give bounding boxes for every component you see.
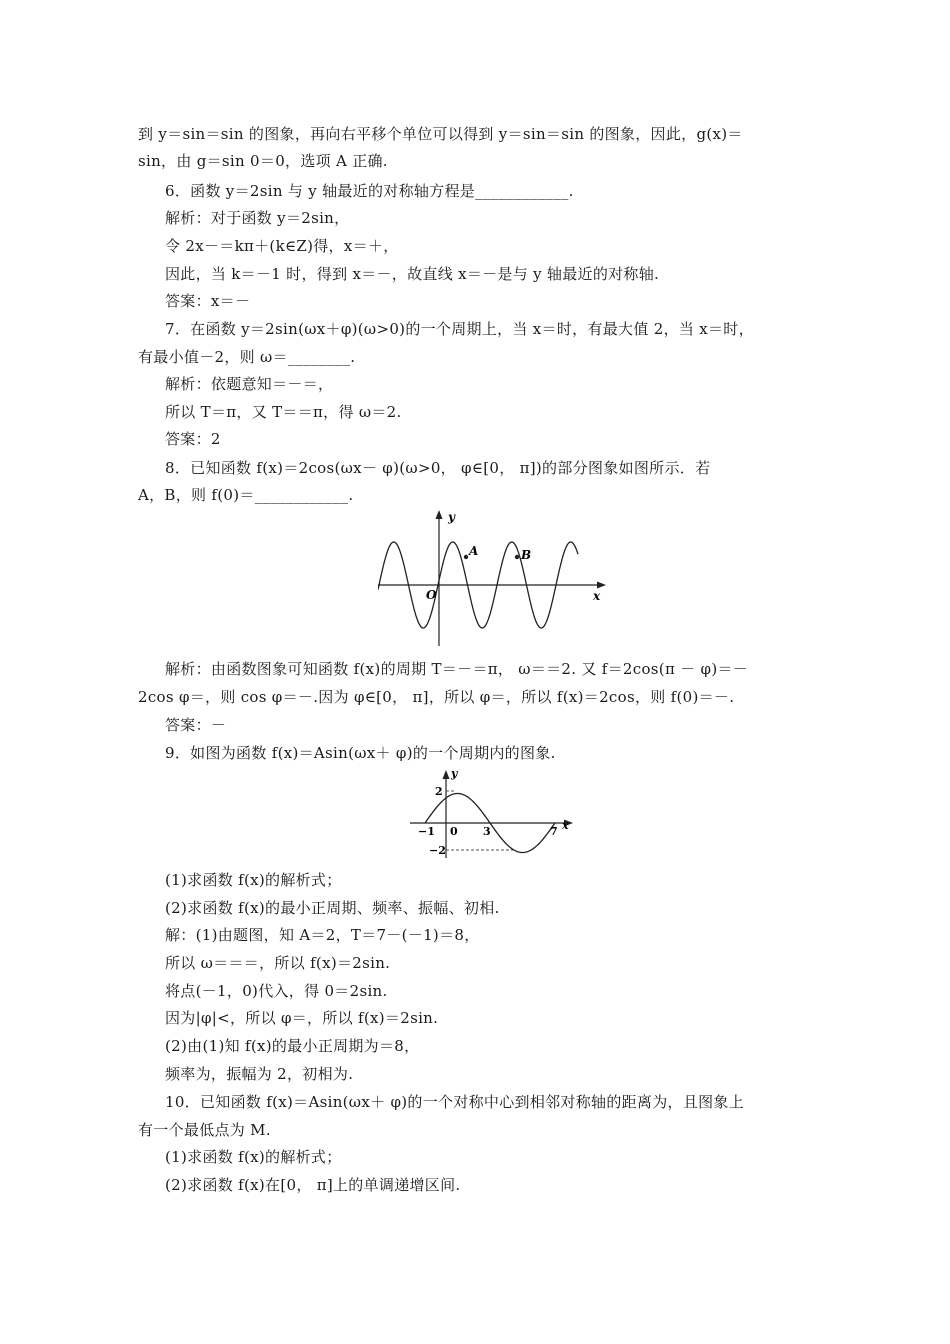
text-line: (1)求函数 f(x)的解析式；: [165, 871, 342, 889]
question-9: 9．如图为函数 f(x)＝Asin(ωx＋ φ)的一个周期内的图象.: [165, 744, 556, 762]
point-b-label: B: [521, 548, 532, 562]
tick-label-2: 2: [435, 785, 443, 798]
y-axis-label: y: [451, 767, 458, 780]
text-line: 将点(－1，0)代入，得 0＝2sin.: [165, 982, 388, 1000]
question-10: 10．已知函数 f(x)＝Asin(ωx＋ φ)的一个对称中心到相邻对称轴的距离为，且图象上: [165, 1093, 745, 1111]
text-line: 有最小值－2，则 ω＝________.: [138, 348, 356, 366]
point-b: [515, 555, 519, 559]
text-line: (2)求函数 f(x)在[0， π]上的单调递增区间.: [165, 1176, 461, 1194]
point-a-label: A: [469, 544, 479, 558]
tick-label-neg2: −2: [429, 844, 446, 857]
tick-label-7: 7: [550, 825, 558, 838]
text-line: 频率为，振幅为 2，初相为.: [165, 1065, 354, 1083]
text-line: 所以 T＝π，又 T＝＝π，得 ω＝2.: [165, 403, 402, 421]
answer-7: 答案：2: [165, 430, 221, 448]
solution-9: 解：(1)由题图，知 A＝2，T＝7－(－1)＝8，: [165, 926, 480, 944]
tick-label-neg1: −1: [418, 825, 435, 838]
text-line: A，B，则 f(0)＝____________.: [138, 486, 354, 504]
text-line: 2cos φ＝，则 cos φ＝－.因为 φ∈[0， π]，所以 φ＝，所以 f(x)＝2cos，则 f(0)＝－.: [138, 688, 735, 706]
tick-label-0: 0: [450, 825, 458, 838]
text-line: 解析：对于函数 y＝2sin，: [165, 209, 350, 227]
answer-8: 答案：－: [165, 716, 227, 734]
text-line: 解析：依题意知＝－＝，: [165, 375, 334, 393]
y-axis-label: y: [448, 510, 455, 524]
text-line: (2)由(1)知 f(x)的最小正周期为＝8，: [165, 1037, 420, 1055]
answer-6: 答案：x＝－: [165, 292, 251, 310]
figure-cosine-graph: [378, 506, 608, 651]
figure-sine-period: [405, 766, 585, 861]
text-line: (1)求函数 f(x)的解析式；: [165, 1148, 342, 1166]
text-line: 到 y＝sin＝sin 的图象，再向右平移个单位可以得到 y＝sin＝sin 的图象，因此，g(x)＝: [138, 125, 743, 143]
text-line: sin，由 g＝sin 0＝0，选项 A 正确.: [138, 152, 388, 170]
x-axis-label: x: [593, 589, 601, 603]
point-a: [464, 555, 468, 559]
y-axis-arrow: [436, 510, 443, 519]
origin-label: O: [426, 588, 437, 602]
text-line: 所以 ω＝＝＝，所以 f(x)＝2sin.: [165, 954, 391, 972]
text-line: 令 2x－＝kπ＋(k∈Z)得，x＝＋，: [165, 237, 399, 255]
text-line: 因此，当 k＝－1 时，得到 x＝－，故直线 x＝－是与 y 轴最近的对称轴.: [165, 265, 660, 283]
question-8: 8．已知函数 f(x)＝2cos(ωx－ φ)(ω>0， φ∈[0， π])的部分图象如图所示．若: [165, 459, 711, 477]
x-axis-arrow: [597, 582, 606, 589]
text-line: 解析：由函数图象可知函数 f(x)的周期 T＝－＝π， ω＝＝2. 又 f＝2cos(π － φ)＝－: [165, 660, 749, 678]
tick-label-3: 3: [483, 825, 491, 838]
text-line: (2)求函数 f(x)的最小正周期、频率、振幅、初相.: [165, 899, 500, 917]
text-line: 有一个最低点为 M.: [138, 1121, 271, 1139]
x-axis-label: x: [562, 819, 569, 832]
question-6: 6．函数 y＝2sin 与 y 轴最近的对称轴方程是____________.: [165, 182, 574, 200]
question-7: 7．在函数 y＝2sin(ωx＋φ)(ω>0)的一个周期上，当 x＝时，有最大值 2，当 x＝时，: [165, 320, 754, 338]
y-axis-arrow: [443, 770, 450, 779]
text-line: 因为|φ|<，所以 φ＝，所以 f(x)＝2sin.: [165, 1009, 439, 1027]
